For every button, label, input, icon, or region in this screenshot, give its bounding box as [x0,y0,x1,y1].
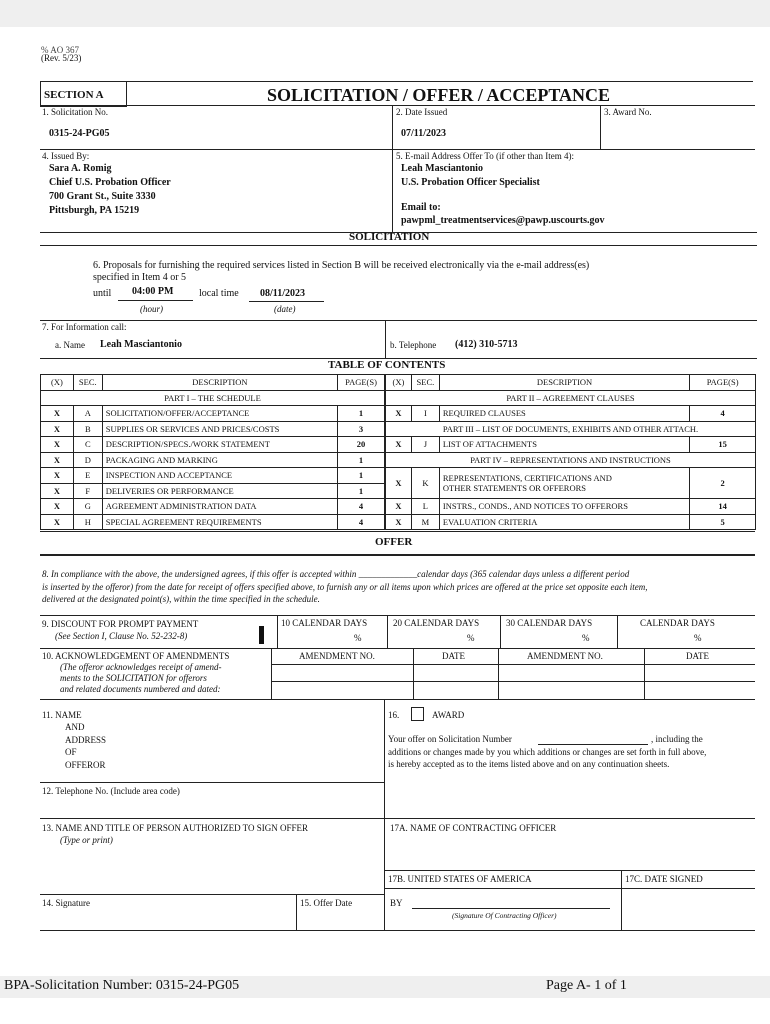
table-row [386,514,756,530]
signature-line [412,908,610,909]
toc-x: X [41,483,74,499]
item8-text: delivered at the designated point(s), within the time specified in the schedule. [42,594,320,604]
item10-sub: (The offeror acknowledges receipt of amend- [60,662,222,672]
toc-pages: 3 [338,421,385,437]
col-description: DESCRIPTION [102,375,337,391]
contact-email: pawpml_treatmentservices@pawp.uscourts.gov [401,215,605,226]
toc-sec: M [411,514,439,530]
local-time-label: local time [199,288,239,299]
toc-desc: INSTRS., CONDS., AND NOTICES TO OFFERORS [439,499,689,515]
rule [40,245,757,246]
divider [617,615,618,648]
amendment-no-header: AMENDMENT NO. [299,651,375,661]
issuer-line: Sara A. Romig [49,163,112,174]
toc-sec: J [411,437,439,453]
underline [118,300,193,301]
award-label: AWARD [432,710,465,720]
name-label: a. Name [55,340,85,350]
toc-desc: PACKAGING AND MARKING [102,452,337,468]
toc-desc: REQUIRED CLAUSES [439,406,689,422]
item10-sub: and related documents numbered and dated: [60,684,221,694]
telephone-label: b. Telephone [390,340,437,350]
rule [40,554,755,556]
toc-sec: E [73,468,102,484]
toc-x: X [41,452,74,468]
issuer-line: Chief U.S. Probation Officer [49,177,171,188]
contact-telephone: (412) 310-5713 [455,339,518,350]
award-checkbox[interactable] [411,707,424,721]
col-sec: SEC. [411,375,439,391]
toc-part-row [386,452,756,468]
by-label: BY [390,898,403,908]
item15-label: 15. Offer Date [300,898,353,908]
divider [277,615,278,648]
toc-desc: AGREEMENT ADMINISTRATION DATA [102,499,337,515]
solicitation-number: 0315-24-PG05 [49,128,110,139]
rule [40,531,755,532]
item13-label: 13. NAME AND TITLE OF PERSON AUTHORIZED TO SIGN OFFER [42,823,309,833]
percent: % [354,633,362,643]
table-row [386,468,756,499]
toc-sec: C [73,437,102,453]
f1-label: 1. Solicitation No. [42,107,108,117]
toc-sec: D [73,452,102,468]
f4-label: 4. Issued By: [42,151,90,161]
toc-sec: F [73,483,102,499]
percent: % [582,633,590,643]
toc-desc [439,468,689,499]
divider [498,648,499,699]
table-row [41,452,385,468]
part4-label: PART IV – REPRESENTATIONS AND INSTRUCTIONS [386,452,756,468]
until-label: until [93,288,112,299]
toc-sec: I [411,406,439,422]
amendment-date-header: DATE [442,651,465,661]
toc-sec: L [411,499,439,515]
item11-line: OFFEROR [65,760,106,770]
form-title: SOLICITATION / OFFER / ACCEPTANCE [267,85,611,105]
toc-x: X [41,437,74,453]
part3-label: PART III – LIST OF DOCUMENTS, EXHIBITS AND OTHER ATTACH. [386,421,756,437]
toc-x: X [386,468,412,499]
part1-label: PART I – THE SCHEDULE [41,390,385,406]
award-text: additions or changes made by you which additions or changes are set forth in full above, [388,747,707,757]
toc-pages: 5 [690,514,756,530]
rule [40,615,755,616]
underline [249,301,324,302]
toc-pages: 14 [690,499,756,515]
toc-x: X [41,468,74,484]
divider [384,699,385,931]
due-time: 04:00 PM [132,286,174,297]
table-row [41,406,385,422]
item6-text: specified in Item 4 or 5 [93,272,187,283]
item9-sub: (See Section I, Clause No. 52-232-8) [55,631,188,641]
rule [40,648,755,649]
toc-header-row [41,375,385,391]
item7-label: 7. For Information call: [42,322,127,332]
rule [40,894,385,895]
toc-heading: TABLE OF CONTENTS [328,359,446,371]
rule [384,870,755,871]
discount-col: 30 CALENDAR DAYS [506,618,593,628]
toc-x: X [386,499,412,515]
col-pages: PAGE(S) [338,375,385,391]
issuer-line: 700 Grant St., Suite 3330 [49,191,156,202]
toc-pages: 15 [690,437,756,453]
toc-pages: 4 [690,406,756,422]
text-cursor [259,626,264,644]
item12-label: 12. Telephone No. (Include area code) [42,786,180,796]
toc-desc: INSPECTION AND ACCEPTANCE [102,468,337,484]
toc-x: X [386,406,412,422]
due-date: 08/11/2023 [260,288,306,299]
table-row [41,468,385,484]
toc-sec: G [73,499,102,515]
rule [40,320,757,321]
toc-desc: LIST OF ATTACHMENTS [439,437,689,453]
table-row [386,437,756,453]
table-row [41,421,385,437]
footer-solicitation-number: BPA-Solicitation Number: 0315-24-PG05 [4,978,240,993]
revision-date: (Rev. 5/23) [41,53,82,63]
offer-heading: OFFER [375,536,413,548]
toc-pages: 1 [338,452,385,468]
toc-sec: A [73,406,102,422]
viewer-top-band [0,0,770,27]
percent: % [467,633,475,643]
col-sec: SEC. [73,375,102,391]
form-code: % AO 367 [41,45,79,55]
contact-name: Leah Masciantonio [100,339,182,350]
toc-header-row [386,375,756,391]
toc-sec: H [73,514,102,530]
toc-desc-line: OTHER STATEMENTS OR OFFERORS [442,483,587,493]
contact-line: U.S. Probation Officer Specialist [401,177,540,188]
amendment-date-header: DATE [686,651,709,661]
table-row [41,483,385,499]
divider [413,648,414,699]
footer-page-number: Page A- 1 of 1 [546,978,627,993]
table-row [41,514,385,530]
item8-text: is inserted by the offeror) from the date for receipt of offers specified above, to furnish any or all items upon which prices are offered at the price set opposite each item, [42,582,648,592]
item11-label: 11. NAME [42,710,82,720]
toc-desc: SOLICITATION/OFFER/ACCEPTANCE [102,406,337,422]
toc-sec: K [411,468,439,499]
contact-line: Leah Masciantonio [401,163,483,174]
divider [392,105,393,233]
signature-caption: (Signature Of Contracting Officer) [452,911,557,920]
discount-col: 10 CALENDAR DAYS [281,618,368,628]
toc-pages: 4 [338,499,385,515]
col-description: DESCRIPTION [439,375,689,391]
toc-desc: SPECIAL AGREEMENT REQUIREMENTS [102,514,337,530]
toc-pages: 1 [338,468,385,484]
col-x: (X) [41,375,74,391]
percent: % [694,633,702,643]
amendment-no-header: AMENDMENT NO. [527,651,603,661]
toc-x: X [41,406,74,422]
item17c-label: 17C. DATE SIGNED [625,874,703,884]
toc-desc: EVALUATION CRITERIA [439,514,689,530]
toc-pages: 2 [690,468,756,499]
item11-line: ADDRESS [65,735,107,745]
toc-pages: 1 [338,483,385,499]
rule [384,888,755,889]
award-text: Your offer on Solicitation Number [388,734,512,744]
date-caption: (date) [274,304,296,314]
rule [40,699,755,700]
col-x: (X) [386,375,412,391]
toc-x: X [386,437,412,453]
toc-x: X [41,499,74,515]
part2-label: PART II – AGREEMENT CLAUSES [386,390,756,406]
divider [296,894,297,931]
item6-text: 6. Proposals for furnishing the required services listed in Section B will be received electronically via the e-mail address(es) [93,260,590,271]
item11-line: OF [65,747,77,757]
toc-pages: 4 [338,514,385,530]
rule [271,681,755,682]
col-pages: PAGE(S) [690,375,756,391]
f2-label: 2. Date Issued [396,107,448,117]
rule [40,105,755,106]
underline [538,744,648,745]
table-row [41,437,385,453]
rule [40,782,385,783]
divider [621,870,622,931]
item17b-label: 17B. UNITED STATES OF AMERICA [388,874,532,884]
rule [40,930,755,931]
divider [500,615,501,648]
toc-desc: SUPPLIES OR SERVICES AND PRICES/COSTS [102,421,337,437]
contact-line: Email to: [401,202,441,213]
toc-part-row [386,421,756,437]
toc-x: X [41,421,74,437]
discount-col: CALENDAR DAYS [640,618,715,628]
toc-part-row [386,390,756,406]
toc-desc-line: REPRESENTATIONS, CERTIFICATIONS AND [442,472,612,483]
item8-text: 8. In compliance with the above, the undersigned agrees, if this offer is accepted within _____________calendar days (365 calendar days unless a different period [42,569,630,579]
hour-caption: (hour) [140,304,163,314]
table-row [386,499,756,515]
award-text: is hereby accepted as to the items listed above and on any continuation sheets. [388,759,670,769]
issuer-line: Pittsburgh, PA 15219 [49,205,140,216]
divider [271,648,272,699]
rule [40,149,755,150]
item11-line: AND [65,722,85,732]
date-issued: 07/11/2023 [401,128,447,139]
toc-right-table [385,374,756,530]
solicitation-heading: SOLICITATION [349,231,430,243]
discount-col: 20 CALENDAR DAYS [393,618,480,628]
toc-sec: B [73,421,102,437]
item10-label: 10. ACKNOWLEDGEMENT OF AMENDMENTS [42,651,230,661]
toc-x: X [386,514,412,530]
item13-sub: (Type or print) [60,835,113,845]
rule [271,664,755,665]
toc-desc: DESCRIPTION/SPECS./WORK STATEMENT [102,437,337,453]
toc-pages: 1 [338,406,385,422]
item16-label: 16. [388,710,400,720]
divider [600,105,601,149]
toc-desc: DELIVERIES OR PERFORMANCE [102,483,337,499]
f3-label: 3. Award No. [604,107,652,117]
toc-left-table [40,374,385,530]
divider [644,648,645,699]
item14-label: 14. Signature [42,898,90,908]
item10-sub: ments to the SOLICITATION for offerors [60,673,207,683]
divider [385,320,386,358]
section-label: SECTION A [44,89,104,101]
award-text: , including the [651,734,703,744]
rule [40,818,755,819]
item9-label: 9. DISCOUNT FOR PROMPT PAYMENT [42,619,199,629]
table-row [386,406,756,422]
toc-part-row [41,390,385,406]
f5-label: 5. E-mail Address Offer To (if other than Item 4): [396,151,574,161]
item17a-label: 17A. NAME OF CONTRACTING OFFICER [390,823,557,833]
divider [387,615,388,648]
toc-x: X [41,514,74,530]
toc-pages: 20 [338,437,385,453]
rule [40,81,753,82]
table-row [41,499,385,515]
